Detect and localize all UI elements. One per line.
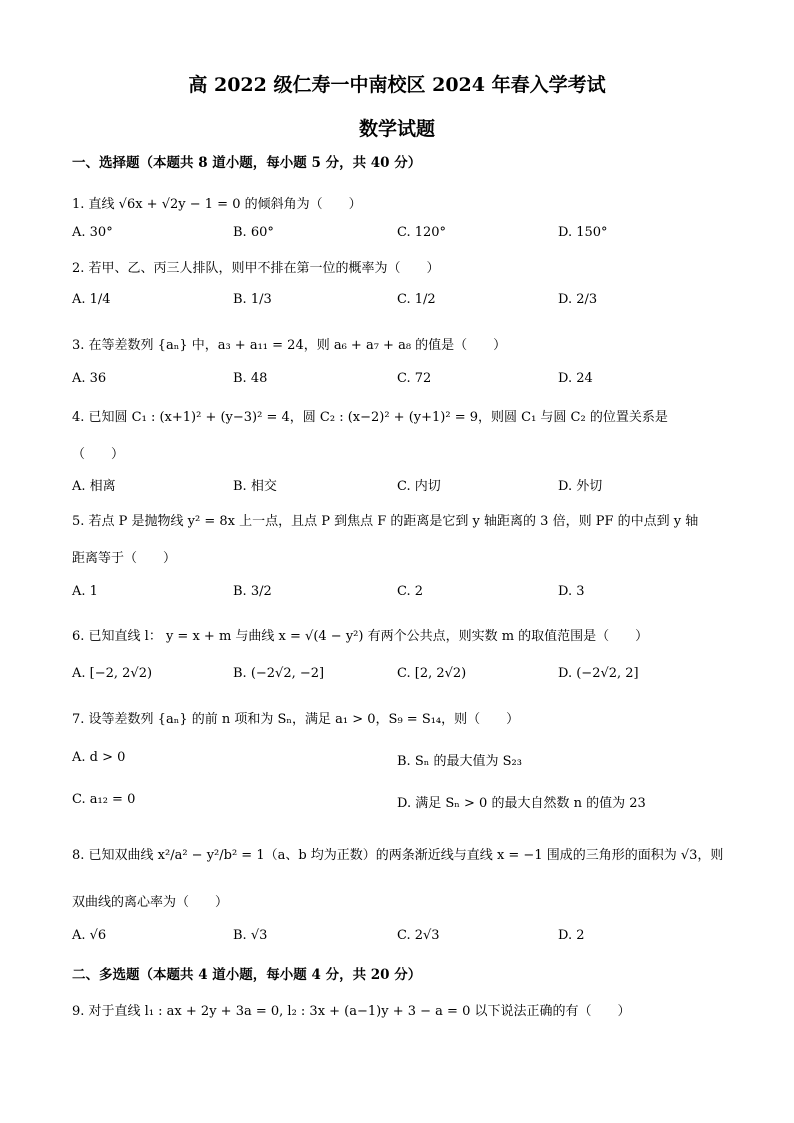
question-6-option-a: A. [−2, 2√2): [72, 666, 153, 681]
question-8-stem-line-2: 双曲线的离心率为（ ）: [72, 895, 229, 910]
question-3-option-a: A. 36: [72, 371, 107, 386]
question-7-option-d: D. 满足 Sₙ > 0 的最大自然数 n 的值为 23: [397, 796, 646, 811]
question-5-stem-line-1: 5. 若点 P 是抛物线 y² = 8x 上一点，且点 P 到焦点 F 的距离是它到 y 轴距离的 3 倍，则 PF 的中点到 y 轴: [72, 514, 699, 529]
question-2-stem: 2. 若甲、乙、丙三人排队，则甲不排在第一位的概率为（ ）: [72, 261, 440, 276]
question-1-option-d: D. 150°: [558, 225, 608, 240]
question-2-option-a: A. 1/4: [72, 292, 111, 307]
question-2-option-d: D. 2/3: [558, 292, 598, 307]
question-6-stem: 6. 已知直线 l： y = x + m 与曲线 x = √(4 − y²) 有两个公共点，则实数 m 的取值范围是（ ）: [72, 629, 649, 644]
question-5-option-a: A. 1: [72, 584, 98, 599]
question-3-option-c: C. 72: [397, 371, 432, 386]
question-4-option-b: B. 相交: [233, 479, 277, 494]
question-1-stem: 1. 直线 √6x + √2y − 1 = 0 的倾斜角为（ ）: [72, 197, 362, 212]
question-7-option-c: C. a₁₂ = 0: [72, 792, 136, 807]
question-6-option-d: D. (−2√2, 2]: [558, 666, 639, 681]
question-7-option-b: B. Sₙ 的最大值为 S₂₃: [397, 754, 522, 769]
question-7-option-a: A. d > 0: [72, 750, 126, 765]
question-9-stem: 9. 对于直线 l₁ : ax + 2y + 3a = 0, l₂ : 3x + (a−1)y + 3 − a = 0 以下说法正确的有（ ）: [72, 1004, 631, 1019]
question-8-option-a: A. √6: [72, 928, 107, 943]
question-8-option-d: D. 2: [558, 928, 585, 943]
question-3-stem: 3. 在等差数列 {aₙ} 中，a₃ + a₁₁ = 24，则 a₆ + a₇ + a₈ 的值是（ ）: [72, 338, 507, 353]
section-heading-multiple-choice: 二、多选题（本题共 4 道小题，每小题 4 分，共 20 分）: [72, 967, 422, 983]
question-1-option-a: A. 30°: [72, 225, 113, 240]
question-6-option-b: B. (−2√2, −2]: [233, 666, 325, 681]
question-8-option-b: B. √3: [233, 928, 268, 943]
question-4-stem-line-1: 4. 已知圆 C₁ : (x+1)² + (y−3)² = 4，圆 C₂ : (x−2)² + (y+1)² = 9，则圆 C₁ 与圆 C₂ 的位置关系是: [72, 410, 668, 425]
exam-title: 高 2022 级仁寿一中南校区 2024 年春入学考试: [188, 74, 606, 96]
question-8-stem-line-1: 8. 已知双曲线 x²/a² − y²/b² = 1（a、b 均为正数）的两条渐近线与直线 x = −1 围成的三角形的面积为 √3，则: [72, 848, 724, 863]
question-6-option-c: C. [2, 2√2): [397, 666, 467, 681]
question-8-option-c: C. 2√3: [397, 928, 440, 943]
question-4-stem-line-2: （ ）: [72, 447, 125, 462]
question-4-option-d: D. 外切: [558, 479, 603, 494]
exam-subtitle: 数学试题: [358, 118, 435, 140]
question-5-option-c: C. 2: [397, 584, 424, 599]
question-3-option-b: B. 48: [233, 371, 268, 386]
question-2-option-c: C. 1/2: [397, 292, 436, 307]
question-1-option-b: B. 60°: [233, 225, 274, 240]
question-1-option-c: C. 120°: [397, 225, 447, 240]
question-4-option-a: A. 相离: [72, 479, 116, 494]
question-7-stem: 7. 设等差数列 {aₙ} 的前 n 项和为 Sₙ，满足 a₁ > 0，S₉ = S₁₄，则（ ）: [72, 712, 520, 727]
question-5-option-b: B. 3/2: [233, 584, 272, 599]
question-5-stem-line-2: 距离等于（ ）: [72, 551, 177, 566]
question-3-option-d: D. 24: [558, 371, 593, 386]
section-heading-single-choice: 一、选择题（本题共 8 道小题，每小题 5 分，共 40 分）: [72, 155, 422, 171]
question-4-option-c: C. 内切: [397, 479, 441, 494]
question-5-option-d: D. 3: [558, 584, 585, 599]
question-2-option-b: B. 1/3: [233, 292, 272, 307]
